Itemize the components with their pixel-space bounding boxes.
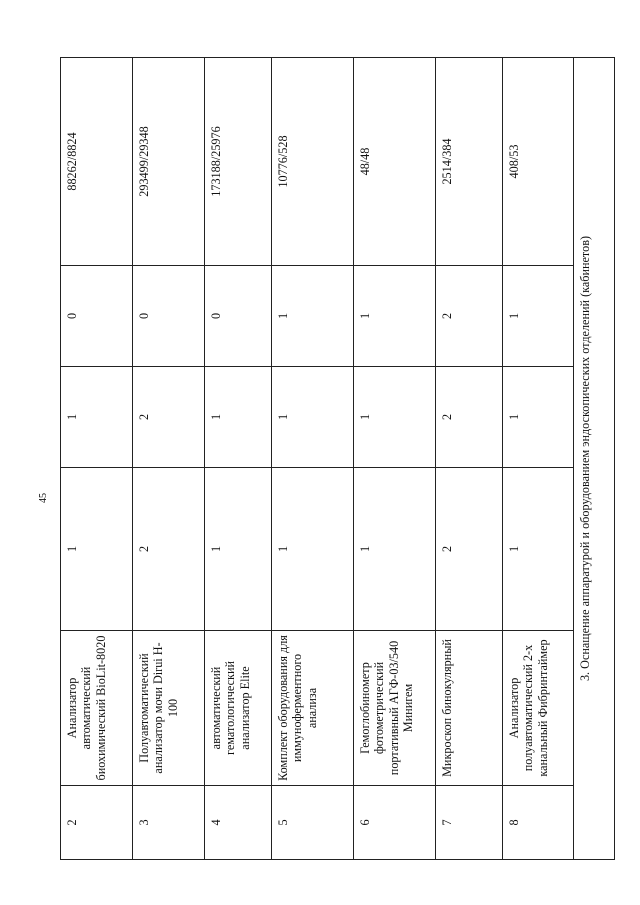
value-cell: 0 [205,266,272,367]
equipment-table [60,57,615,860]
rotated-page-content [60,58,592,860]
equipment-table-sheet [60,58,592,860]
page-number: 45 [38,493,49,503]
row-number: 4 [205,786,272,860]
value-cell: 1 [503,367,574,468]
value-cell: 48/48 [354,58,436,266]
value-cell: 2 [133,367,205,468]
equipment-name: Гемоглобинометр фотометрический портативный АГФ-03/540 Минигем [354,631,436,786]
value-cell: 408/53 [503,58,574,266]
section-title: 3. Оснащение аппаратурой и оборудованием эндоскопических отделений (кабинетов) [574,58,615,860]
table-row [503,58,574,860]
value-cell: 10776/528 [272,58,354,266]
value-cell: 1 [272,367,354,468]
value-cell: 1 [272,266,354,367]
value-cell: 2 [133,468,205,631]
table-row [205,58,272,860]
value-cell: 293499/29348 [133,58,205,266]
value-cell: 1 [503,266,574,367]
value-cell: 2 [436,367,503,468]
value-cell: 1 [61,468,133,631]
row-number: 8 [503,786,574,860]
value-cell: 2 [436,468,503,631]
value-cell: 88262/8824 [61,58,133,266]
value-cell: 1 [61,367,133,468]
section-row [574,58,615,860]
row-number: 6 [354,786,436,860]
value-cell: 1 [503,468,574,631]
equipment-name: Микроскоп бинокулярный [436,631,503,786]
value-cell: 2 [436,266,503,367]
table-row [354,58,436,860]
table-row [61,58,133,860]
value-cell: 0 [133,266,205,367]
table-row [133,58,205,860]
value-cell: 2514/384 [436,58,503,266]
equipment-name: Анализатор автоматический биохимический BioLit-8020 [61,631,133,786]
table-row [272,58,354,860]
value-cell: 173188/25976 [205,58,272,266]
equipment-name: Анализатор полуавтоматический 2-х канальный Фибринтаймер [503,631,574,786]
row-number: 7 [436,786,503,860]
equipment-name: автоматический гематологический анализатор Elite [205,631,272,786]
table-row [436,58,503,860]
value-cell: 1 [354,468,436,631]
row-number: 3 [133,786,205,860]
value-cell: 1 [354,266,436,367]
equipment-name: Полуавтоматический анализатор мочи Dirui H-100 [133,631,205,786]
value-cell: 1 [354,367,436,468]
value-cell: 1 [205,367,272,468]
value-cell: 1 [205,468,272,631]
equipment-name: Комплект оборудования для иммуноферментного анализа [272,631,354,786]
row-number: 5 [272,786,354,860]
row-number: 2 [61,786,133,860]
value-cell: 0 [61,266,133,367]
value-cell: 1 [272,468,354,631]
